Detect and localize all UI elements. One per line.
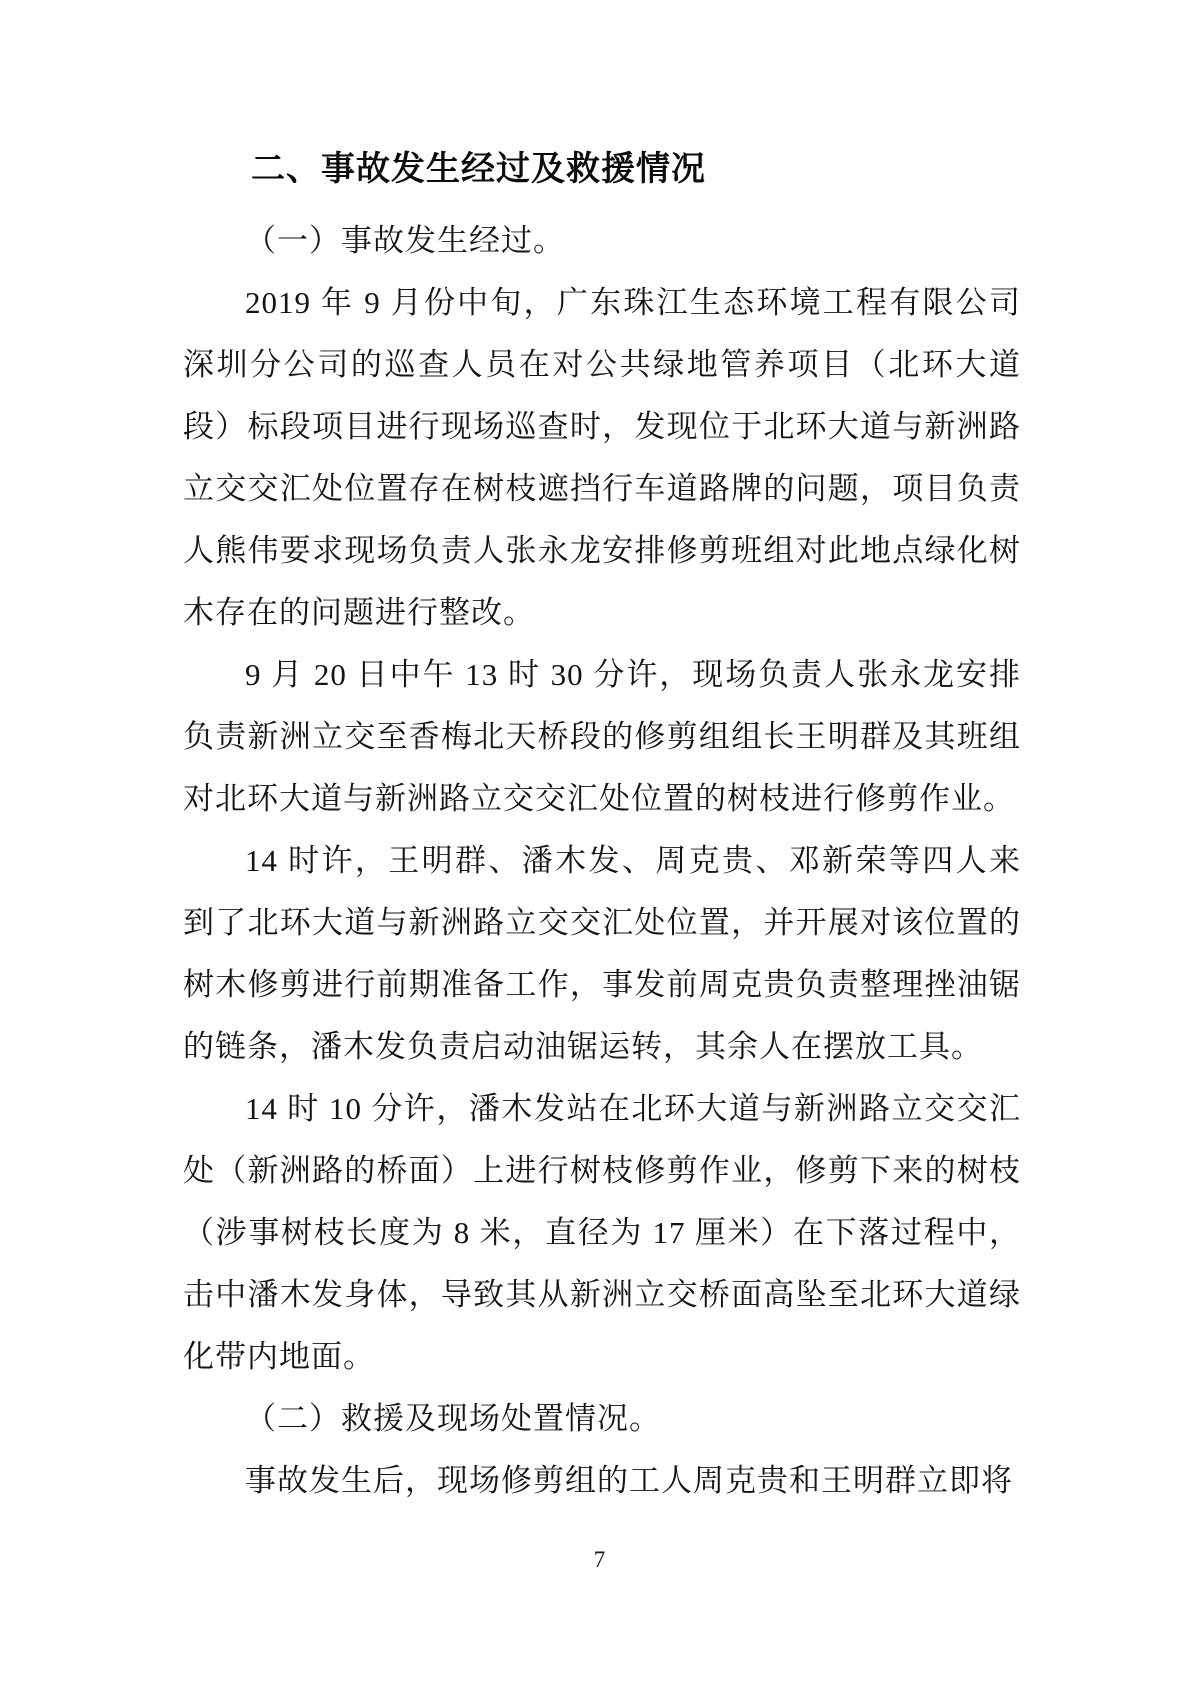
paragraph-accident-inspection: 2019 年 9 月份中旬，广东珠江生态环境工程有限公司深圳分公司的巡查人员在对公共绿地管养项目（北环大道段）标段项目进行现场巡查时，发现位于北环大道与新洲路立交交汇处位置存在树枝遮挡行车道路牌的问题，项目负责人熊伟要求现场负责人张永龙安排修剪班组对此地点绿化树木存在的问题进行整改。: [183, 285, 1021, 630]
paragraph-preparation: 14 时许，王明群、潘木发、周克贵、邓新荣等四人来到了北环大道与新洲路立交交汇处位置，并开展对该位置的树木修剪进行前期准备工作，事发前周克贵负责整理挫油锯的链条，潘木发负责启动油锯运转，其余人在摆放工具。: [183, 843, 1021, 1064]
paragraph-rescue: 事故发生后，现场修剪组的工人周克贵和王明群立即将: [245, 1463, 1013, 1498]
paragraph-accident-occurrence: 14 时 10 分许，潘木发站在北环大道与新洲路立交交汇处（新洲路的桥面）上进行树枝修剪作业，修剪下来的树枝（涉事树枝长度为 8 米，直径为 17 厘米）在下落过程中，击中潘木发身体，导致其从新洲立交桥面高坠至北环大道绿化带内地面。: [183, 1091, 1021, 1374]
subsection-heading-2: （二）救援及现场处置情况。: [245, 1401, 661, 1436]
section-heading: 二、事故发生经过及救援情况: [251, 150, 706, 188]
subsection-heading-1: （一）事故发生经过。: [245, 223, 565, 258]
document-body: [183, 136, 1021, 1512]
paragraph-work-assignment: 9 月 20 日中午 13 时 30 分许，现场负责人张永龙安排负责新洲立交至香梅北天桥段的修剪组组长王明群及其班组对北环大道与新洲路立交交汇处位置的树枝进行修剪作业。: [183, 657, 1021, 816]
page-number: 7: [593, 1547, 606, 1572]
